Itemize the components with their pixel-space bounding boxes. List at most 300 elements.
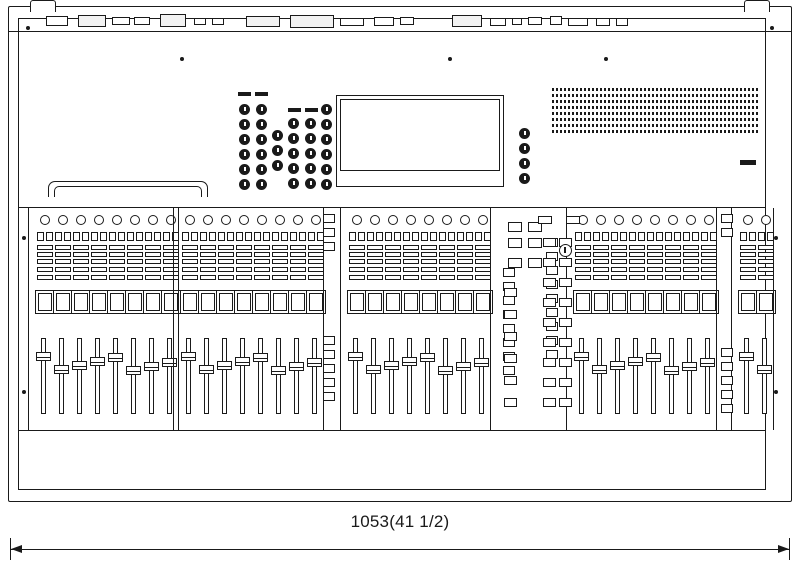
center-matrix-right-3[interactable]	[559, 278, 572, 287]
fader-bank-4-channel-5-scribble-strip[interactable]	[645, 290, 665, 314]
fader-bank-4-channel-3-scribble-strip[interactable]	[609, 290, 629, 314]
fader-bank-4-channel-6-fader-cap[interactable]	[664, 366, 679, 375]
fader-bank-3-channel-1-scribble-strip[interactable]	[347, 290, 367, 314]
bank4-right-button-column-button-1[interactable]	[721, 348, 733, 357]
encoder-column-2-knob-2[interactable]	[256, 119, 267, 130]
encoder-column-6-knob-4[interactable]	[321, 149, 332, 160]
fader-bank-1-channel-5-gain-knob[interactable]	[112, 215, 122, 225]
fader-bank-2-channel-2-button-a[interactable]	[200, 232, 207, 241]
master-fader-bank-channel-2-gain-knob[interactable]	[761, 215, 771, 225]
encoder-column-1-knob-2[interactable]	[239, 119, 250, 130]
bank2-right-top-column-button-3[interactable]	[323, 242, 335, 251]
fader-bank-1-channel-5-scribble-inner	[110, 293, 124, 311]
master-fader-bank-channel-2-button-a[interactable]	[758, 232, 765, 241]
encoder-column-6-knob-5[interactable]	[321, 164, 332, 175]
master-fader-bank-channel-1-button-b[interactable]	[749, 232, 756, 241]
encoder-column-4-knob-1[interactable]	[305, 118, 316, 129]
center-left-button-column-button-1[interactable]	[503, 268, 515, 277]
dimension-arrow-left	[11, 545, 22, 553]
center-matrix-left-6[interactable]	[543, 338, 556, 347]
encoder-column-2-knob-1[interactable]	[256, 104, 267, 115]
encoder-column-right-knob-1[interactable]	[519, 128, 530, 139]
fader-bank-3-channel-5-button-a[interactable]	[421, 232, 428, 241]
fader-bank-4-channel-5-button-b[interactable]	[656, 232, 663, 241]
fader-bank-1-channel-4-button-a[interactable]	[91, 232, 98, 241]
fader-bank-3-channel-2-fader-cap[interactable]	[366, 365, 381, 374]
fader-bank-2-channel-6-gain-knob[interactable]	[275, 215, 285, 225]
center-matrix-left-2[interactable]	[543, 258, 556, 267]
fader-bank-3-channel-3-button-b[interactable]	[394, 232, 401, 241]
encoder-column-1-knob-6[interactable]	[239, 179, 250, 190]
fader-bank-1-channel-7-button-b[interactable]	[154, 232, 161, 241]
fader-bank-3-channel-6-fader-cap[interactable]	[438, 366, 453, 375]
fader-bank-1-channel-7-indicator-3	[145, 259, 161, 264]
center-top-button-1[interactable]	[508, 222, 522, 232]
fader-bank-2-channel-1-gain-knob[interactable]	[185, 215, 195, 225]
fader-bank-3-channel-1-button-a[interactable]	[349, 232, 356, 241]
fader-bank-3-left-divider	[340, 208, 341, 430]
fader-bank-1-channel-8-indicator-3	[163, 259, 179, 264]
center-matrix-left-7[interactable]	[543, 358, 556, 367]
encoder-column-2-knob-4[interactable]	[256, 149, 267, 160]
fader-bank-3-channel-4-button-a[interactable]	[403, 232, 410, 241]
fader-bank-2-channel-7-fader-cap[interactable]	[289, 362, 304, 371]
fader-bank-4-channel-1-fader-cap[interactable]	[574, 352, 589, 361]
bank4-right-top-column-button-2[interactable]	[721, 228, 733, 237]
fader-bank-1-channel-3-button-a[interactable]	[73, 232, 80, 241]
fader-bank-2-channel-8-indicator-4	[308, 267, 324, 272]
center-matrix-right-2[interactable]	[559, 258, 572, 267]
fader-bank-2-channel-3-indicator-1	[218, 245, 234, 250]
fader-bank-1-channel-4-scribble-strip[interactable]	[89, 290, 109, 314]
encoder-column-2-knob-5[interactable]	[256, 164, 267, 175]
fader-bank-3-channel-2-gain-knob[interactable]	[370, 215, 380, 225]
fader-bank-3-channel-7-button-a[interactable]	[457, 232, 464, 241]
center-top-button-5[interactable]	[508, 258, 522, 268]
vent-slot-33	[680, 88, 682, 134]
fader-bank-2-channel-6-indicator-1	[272, 245, 288, 250]
fader-bank-4-channel-7-fader-cap[interactable]	[682, 362, 697, 371]
center-matrix-right-8[interactable]	[559, 378, 572, 387]
rear-connector-15	[512, 18, 522, 25]
fader-bank-3-channel-4-button-b[interactable]	[412, 232, 419, 241]
bank2-right-top-column-button-1[interactable]	[323, 214, 335, 223]
vent-slot-5	[568, 88, 570, 134]
fader-bank-1-channel-5-indicator-5	[109, 275, 125, 280]
fader-bank-1-channel-5-fader-cap[interactable]	[108, 353, 123, 362]
fader-bank-2-channel-6-button-a[interactable]	[272, 232, 279, 241]
fader-bank-1-channel-6-scribble-inner	[128, 293, 142, 311]
fader-bank-4-channel-6-button-a[interactable]	[665, 232, 672, 241]
vent-slot-13	[600, 88, 602, 134]
fader-bank-4-channel-4-indicator-5	[629, 275, 645, 280]
encoder-column-5-knob-2[interactable]	[272, 145, 283, 156]
fader-bank-3-channel-7-gain-knob[interactable]	[460, 215, 470, 225]
fader-bank-2-channel-3-button-b[interactable]	[227, 232, 234, 241]
master-fader-bank-channel-1-scribble-strip[interactable]	[738, 290, 758, 314]
fader-bank-3-channel-7-fader-cap[interactable]	[456, 362, 471, 371]
fader-bank-2-channel-5-button-a[interactable]	[254, 232, 261, 241]
control-surface[interactable]	[18, 208, 766, 490]
fader-bank-4-channel-2-button-a[interactable]	[593, 232, 600, 241]
fader-bank-1-channel-5-button-b[interactable]	[118, 232, 125, 241]
encoder-column-1-knob-5[interactable]	[239, 164, 250, 175]
fader-bank-4-channel-5-scribble-inner	[648, 293, 662, 311]
center-matrix-right-5[interactable]	[559, 318, 572, 327]
vent-slot-30	[668, 88, 670, 134]
bank2-right-button-column-button-4[interactable]	[323, 378, 335, 387]
fader-bank-3-channel-5-fader-cap[interactable]	[420, 353, 435, 362]
fader-bank-1-channel-5-scribble-strip[interactable]	[107, 290, 127, 314]
fader-bank-2-channel-6-fader-cap[interactable]	[271, 366, 286, 375]
fader-bank-4-channel-1-scribble-strip[interactable]	[573, 290, 593, 314]
fader-bank-1-channel-6-gain-knob[interactable]	[130, 215, 140, 225]
bank2-right-button-column-button-2[interactable]	[323, 350, 335, 359]
fader-bank-1-channel-8-gain-knob[interactable]	[166, 215, 176, 225]
bank2-right-button-column-button-1[interactable]	[323, 336, 335, 345]
fader-bank-2-channel-4-button-a[interactable]	[236, 232, 243, 241]
fader-bank-1-channel-2-indicator-4	[55, 267, 71, 272]
fader-bank-3-channel-4-scribble-strip[interactable]	[401, 290, 421, 314]
center-mid-button-column-button-3[interactable]	[546, 266, 558, 275]
fader-bank-3-channel-7-button-b[interactable]	[466, 232, 473, 241]
center-matrix-left-8[interactable]	[543, 378, 556, 387]
fader-bank-4-channel-7-indicator-5	[683, 275, 699, 280]
rear-connector-3	[112, 17, 130, 25]
center-mid-button-column-button-6[interactable]	[546, 308, 558, 317]
fader-bank-4-channel-4-button-b[interactable]	[638, 232, 645, 241]
fader-bank-2-channel-2-fader-cap[interactable]	[199, 365, 214, 374]
fader-bank-2-channel-7-scribble-strip[interactable]	[288, 290, 308, 314]
fader-bank-1-channel-1-button-a[interactable]	[37, 232, 44, 241]
encoder-column-4-knob-5[interactable]	[305, 178, 316, 189]
fader-bank-1-channel-2-fader-cap[interactable]	[54, 365, 69, 374]
fader-bank-2-channel-4-button-b[interactable]	[245, 232, 252, 241]
fader-bank-1-channel-2-button-b[interactable]	[64, 232, 71, 241]
fader-bank-3-channel-6-gain-knob[interactable]	[442, 215, 452, 225]
fader-bank-3-channel-2-button-b[interactable]	[376, 232, 383, 241]
bank2-right-top-column-button-2[interactable]	[323, 228, 335, 237]
fader-bank-2-channel-5-fader-cap[interactable]	[253, 353, 268, 362]
fader-bank-2-channel-6-button-b[interactable]	[281, 232, 288, 241]
encoder-column-1-knob-3[interactable]	[239, 134, 250, 145]
encoder-column-6-knob-6[interactable]	[321, 179, 332, 190]
fader-bank-3-channel-5-indicator-3	[421, 259, 437, 264]
fader-bank-1-channel-6-indicator-1	[127, 245, 143, 250]
fader-bank-3-channel-8-fader-cap[interactable]	[474, 358, 489, 367]
fader-bank-4-channel-5-gain-knob[interactable]	[650, 215, 660, 225]
fader-bank-2-channel-1-fader-cap[interactable]	[181, 352, 196, 361]
fader-bank-3-channel-3-button-a[interactable]	[385, 232, 392, 241]
encoder-column-4-knob-4[interactable]	[305, 163, 316, 174]
fader-bank-2-channel-2-button-b[interactable]	[209, 232, 216, 241]
fader-bank-4-channel-3-gain-knob[interactable]	[614, 215, 624, 225]
front-handle-inner	[54, 186, 202, 197]
fader-bank-2-channel-7-button-a[interactable]	[290, 232, 297, 241]
fader-bank-2-channel-8-button-a[interactable]	[308, 232, 315, 241]
encoder-column-2-knob-6[interactable]	[256, 179, 267, 190]
fader-bank-4-channel-5-fader-cap[interactable]	[646, 353, 661, 362]
encoder-column-3-knob-5[interactable]	[288, 178, 299, 189]
fader-bank-3-channel-4-indicator-4	[403, 267, 419, 272]
fader-bank-3-channel-1-indicator-3	[349, 259, 365, 264]
fader-bank-3-channel-8-gain-knob[interactable]	[478, 215, 488, 225]
fader-bank-2-channel-1-indicator-4	[182, 267, 198, 272]
fader-bank-1-channel-8-fader-cap[interactable]	[162, 358, 177, 367]
fader-bank-2-channel-2-scribble-strip[interactable]	[198, 290, 218, 314]
fader-bank-3-channel-8-indicator-2	[475, 252, 491, 257]
fader-bank-3-channel-3-indicator-2	[385, 252, 401, 257]
master-fader-bank-channel-1-gain-knob[interactable]	[743, 215, 753, 225]
fader-bank-4-channel-3-button-b[interactable]	[620, 232, 627, 241]
fader-bank-4-channel-8-gain-knob[interactable]	[704, 215, 714, 225]
fader-bank-1-channel-7-scribble-strip[interactable]	[143, 290, 163, 314]
fader-bank-4-channel-7-scribble-strip[interactable]	[681, 290, 701, 314]
fader-bank-2-channel-4-scribble-strip[interactable]	[234, 290, 254, 314]
fader-bank-1-channel-6-button-b[interactable]	[136, 232, 143, 241]
fader-bank-4-channel-8-indicator-4	[701, 267, 717, 272]
fader-bank-2-channel-1-button-a[interactable]	[182, 232, 189, 241]
vent-slot-36	[692, 88, 694, 134]
fader-bank-1-channel-7-indicator-1	[145, 245, 161, 250]
power-button[interactable]	[559, 244, 572, 257]
fader-bank-1-channel-5-button-a[interactable]	[109, 232, 116, 241]
fader-bank-3-channel-5-gain-knob[interactable]	[424, 215, 434, 225]
fader-bank-2-channel-3-button-a[interactable]	[218, 232, 225, 241]
fader-bank-4-channel-2-scribble-strip[interactable]	[591, 290, 611, 314]
ventilation-slots	[552, 88, 760, 134]
fader-bank-2-channel-4-fader-track	[240, 338, 245, 414]
fader-bank-4-channel-2-button-b[interactable]	[602, 232, 609, 241]
encoder-column-4-knob-2[interactable]	[305, 133, 316, 144]
fader-bank-4-channel-8-button-a[interactable]	[701, 232, 708, 241]
encoder-column-3-knob-4[interactable]	[288, 163, 299, 174]
fader-bank-3-channel-5-scribble-strip[interactable]	[419, 290, 439, 314]
fader-bank-2-channel-1-scribble-strip[interactable]	[180, 290, 200, 314]
fader-bank-2-channel-7-indicator-4	[290, 267, 306, 272]
fader-bank-4-channel-2-gain-knob[interactable]	[596, 215, 606, 225]
encoder-column-6-knob-3[interactable]	[321, 134, 332, 145]
center-matrix-right-7[interactable]	[559, 358, 572, 367]
center-matrix-left-4[interactable]	[543, 298, 556, 307]
fader-bank-4-channel-2-fader-cap[interactable]	[592, 365, 607, 374]
fader-bank-3-channel-3-scribble-strip[interactable]	[383, 290, 403, 314]
fader-bank-2-channel-4-fader-cap[interactable]	[235, 357, 250, 366]
bank4-right-top-column-button-1[interactable]	[721, 214, 733, 223]
fader-bank-2-channel-5-scribble-strip[interactable]	[252, 290, 272, 314]
fader-bank-1-channel-2-scribble-strip[interactable]	[53, 290, 73, 314]
fader-bank-1-channel-4-gain-knob[interactable]	[94, 215, 104, 225]
center-matrix-left-9[interactable]	[543, 398, 556, 407]
vent-slot-51	[752, 88, 754, 134]
encoder-column-6-knob-2[interactable]	[321, 119, 332, 130]
fader-bank-1-channel-1-fader-cap[interactable]	[36, 352, 51, 361]
fader-bank-4-channel-5-button-a[interactable]	[647, 232, 654, 241]
center-matrix-right-6[interactable]	[559, 338, 572, 347]
encoder-column-right-knob-3[interactable]	[519, 158, 530, 169]
fader-bank-1-channel-1-button-b[interactable]	[46, 232, 53, 241]
fader-bank-4-channel-8-scribble-inner	[702, 293, 716, 311]
fader-bank-1-channel-3-fader-cap[interactable]	[72, 361, 87, 370]
mounting-screw-8	[26, 26, 30, 30]
fader-bank-2-channel-3-scribble-strip[interactable]	[216, 290, 236, 314]
fader-bank-1-channel-6-button-a[interactable]	[127, 232, 134, 241]
fader-bank-1-channel-6-fader-cap[interactable]	[126, 366, 141, 375]
encoder-column-2-knob-3[interactable]	[256, 134, 267, 145]
fader-bank-3-channel-5-scribble-inner	[422, 293, 436, 311]
fader-bank-1-channel-1-indicator-5	[37, 275, 53, 280]
fader-bank-4-channel-3-indicator-3	[611, 259, 627, 264]
fader-bank-3-channel-2-button-a[interactable]	[367, 232, 374, 241]
fader-bank-2-channel-2-gain-knob[interactable]	[203, 215, 213, 225]
center-matrix-left-1[interactable]	[543, 238, 556, 247]
encoder-column-5-knob-1[interactable]	[272, 130, 283, 141]
fader-bank-4-channel-4-button-a[interactable]	[629, 232, 636, 241]
fader-bank-4-channel-6-gain-knob[interactable]	[668, 215, 678, 225]
center-matrix-left-3[interactable]	[543, 278, 556, 287]
vent-slot-20	[628, 88, 630, 134]
fader-bank-1-channel-3-scribble-strip[interactable]	[71, 290, 91, 314]
fader-bank-1-channel-7-gain-knob[interactable]	[148, 215, 158, 225]
rear-connector-16	[528, 17, 542, 25]
encoder-column-right-knob-2[interactable]	[519, 143, 530, 154]
vent-slot-38	[700, 88, 702, 134]
bank2-right-button-column-button-5[interactable]	[323, 392, 335, 401]
fader-bank-3-channel-4-indicator-5	[403, 275, 419, 280]
center-matrix-right-9[interactable]	[559, 398, 572, 407]
encoder-column-6-knob-1[interactable]	[321, 104, 332, 115]
dimension-tick-right	[789, 538, 790, 560]
fader-bank-4-channel-4-indicator-2	[629, 252, 645, 257]
fader-bank-2-channel-7-button-b[interactable]	[299, 232, 306, 241]
fader-bank-4-channel-6-scribble-strip[interactable]	[663, 290, 683, 314]
fader-bank-1-channel-1-scribble-strip[interactable]	[35, 290, 55, 314]
fader-bank-1-channel-4-button-b[interactable]	[100, 232, 107, 241]
center-top-button-6[interactable]	[528, 258, 542, 268]
master-fader-bank-channel-2-fader-cap[interactable]	[757, 365, 772, 374]
fader-bank-4-channel-4-fader-cap[interactable]	[628, 357, 643, 366]
bank4-right-button-column-button-5[interactable]	[721, 404, 733, 413]
center-top-button-4[interactable]	[528, 238, 542, 248]
fader-bank-4-channel-6-button-b[interactable]	[674, 232, 681, 241]
fader-bank-4-channel-1-button-a[interactable]	[575, 232, 582, 241]
fader-bank-4-channel-2-indicator-1	[593, 245, 609, 250]
fader-bank-1-channel-8-button-a[interactable]	[163, 232, 170, 241]
fader-bank-4-channel-8-fader-cap[interactable]	[700, 358, 715, 367]
fader-bank-2-channel-8-fader-cap[interactable]	[307, 358, 322, 367]
fader-bank-2-channel-6-scribble-strip[interactable]	[270, 290, 290, 314]
rear-connector-19	[596, 18, 610, 26]
fader-bank-3-channel-7-scribble-strip[interactable]	[455, 290, 475, 314]
fader-bank-1-channel-2-button-a[interactable]	[55, 232, 62, 241]
fader-bank-3-channel-2-scribble-inner	[368, 293, 382, 311]
fader-bank-4-channel-4-gain-knob[interactable]	[632, 215, 642, 225]
bank4-right-button-column-button-2[interactable]	[721, 362, 733, 371]
fader-bank-3-channel-1-fader-cap[interactable]	[348, 352, 363, 361]
encoder-column-3-knob-1[interactable]	[288, 118, 299, 129]
master-fader-bank-right-divider	[773, 208, 774, 430]
encoder-column-1-knob-4[interactable]	[239, 149, 250, 160]
fader-bank-2-channel-1-button-b[interactable]	[191, 232, 198, 241]
fader-bank-3-channel-5-indicator-1	[421, 245, 437, 250]
fader-bank-3-channel-6-button-b[interactable]	[448, 232, 455, 241]
encoder-column-3-knob-3[interactable]	[288, 148, 299, 159]
fader-bank-2-channel-8-gain-knob[interactable]	[311, 215, 321, 225]
fader-bank-3-channel-5-button-b[interactable]	[430, 232, 437, 241]
fader-bank-4-channel-7-button-a[interactable]	[683, 232, 690, 241]
vent-slot-10	[588, 88, 590, 134]
vent-slot-21	[632, 88, 634, 134]
bank4-right-button-column-button-3[interactable]	[721, 376, 733, 385]
fader-bank-3-channel-4-gain-knob[interactable]	[406, 215, 416, 225]
fader-bank-1-channel-7-fader-cap[interactable]	[144, 362, 159, 371]
fader-bank-1-channel-1-gain-knob[interactable]	[40, 215, 50, 225]
vent-slot-40	[708, 88, 710, 134]
center-left-button-column-button-3[interactable]	[503, 296, 515, 305]
fader-bank-2-channel-5-gain-knob[interactable]	[257, 215, 267, 225]
fader-bank-2-channel-3-fader-cap[interactable]	[217, 361, 232, 370]
center-left-button-column-button-8[interactable]	[503, 366, 515, 375]
fader-bank-3-channel-6-scribble-strip[interactable]	[437, 290, 457, 314]
fader-bank-3-channel-4-fader-cap[interactable]	[402, 357, 417, 366]
encoder-column-1-knob-1[interactable]	[239, 104, 250, 115]
fader-bank-4-channel-4-scribble-strip[interactable]	[627, 290, 647, 314]
fader-bank-3-channel-1-button-b[interactable]	[358, 232, 365, 241]
fader-bank-1-channel-4-fader-cap[interactable]	[90, 357, 105, 366]
fader-bank-2-channel-4-scribble-inner	[237, 293, 251, 311]
fader-bank-1-channel-2-indicator-5	[55, 275, 71, 280]
fader-bank-1-channel-7-button-a[interactable]	[145, 232, 152, 241]
fader-bank-3-channel-6-button-a[interactable]	[439, 232, 446, 241]
master-fader-bank-channel-1-button-a[interactable]	[740, 232, 747, 241]
fader-bank-3-channel-3-fader-cap[interactable]	[384, 361, 399, 370]
fader-bank-4-channel-3-fader-cap[interactable]	[610, 361, 625, 370]
fader-bank-4-channel-7-button-b[interactable]	[692, 232, 699, 241]
fader-bank-1-channel-6-scribble-strip[interactable]	[125, 290, 145, 314]
fader-bank-2-channel-3-gain-knob[interactable]	[221, 215, 231, 225]
fader-bank-4-channel-3-button-a[interactable]	[611, 232, 618, 241]
center-matrix-left-5[interactable]	[543, 318, 556, 327]
fader-bank-3-channel-4-fader-track	[407, 338, 412, 414]
fader-bank-3-channel-3-gain-knob[interactable]	[388, 215, 398, 225]
fader-bank-4-channel-2-indicator-3	[593, 259, 609, 264]
fader-bank-3-channel-6-indicator-2	[439, 252, 455, 257]
fader-bank-1-channel-2-gain-knob[interactable]	[58, 215, 68, 225]
bank2-right-button-column-button-3[interactable]	[323, 364, 335, 373]
fader-bank-2-channel-2-fader-track	[204, 338, 209, 414]
fader-bank-3-channel-1-indicator-1	[349, 245, 365, 250]
fader-bank-4-channel-1-button-b[interactable]	[584, 232, 591, 241]
fader-bank-2-channel-4-gain-knob[interactable]	[239, 215, 249, 225]
fader-bank-1-channel-3-gain-knob[interactable]	[76, 215, 86, 225]
encoder-column-3-knob-2[interactable]	[288, 133, 299, 144]
fader-bank-2-channel-7-gain-knob[interactable]	[293, 215, 303, 225]
dimension-annotation	[0, 512, 800, 568]
bank4-right-button-column-button-4[interactable]	[721, 390, 733, 399]
fader-bank-3-channel-1-gain-knob[interactable]	[352, 215, 362, 225]
fader-bank-3-channel-8-button-a[interactable]	[475, 232, 482, 241]
fader-bank-1-channel-3-button-b[interactable]	[82, 232, 89, 241]
master-fader-bank-channel-1-fader-cap[interactable]	[739, 352, 754, 361]
fader-bank-3-channel-2-scribble-strip[interactable]	[365, 290, 385, 314]
fader-bank-2-channel-5-button-b[interactable]	[263, 232, 270, 241]
encoder-column-5-knob-3[interactable]	[272, 160, 283, 171]
center-matrix-right-4[interactable]	[559, 298, 572, 307]
center-top-button-3[interactable]	[508, 238, 522, 248]
encoder-column-4-knob-3[interactable]	[305, 148, 316, 159]
encoder-column-right-knob-4[interactable]	[519, 173, 530, 184]
fader-bank-4-channel-7-gain-knob[interactable]	[686, 215, 696, 225]
